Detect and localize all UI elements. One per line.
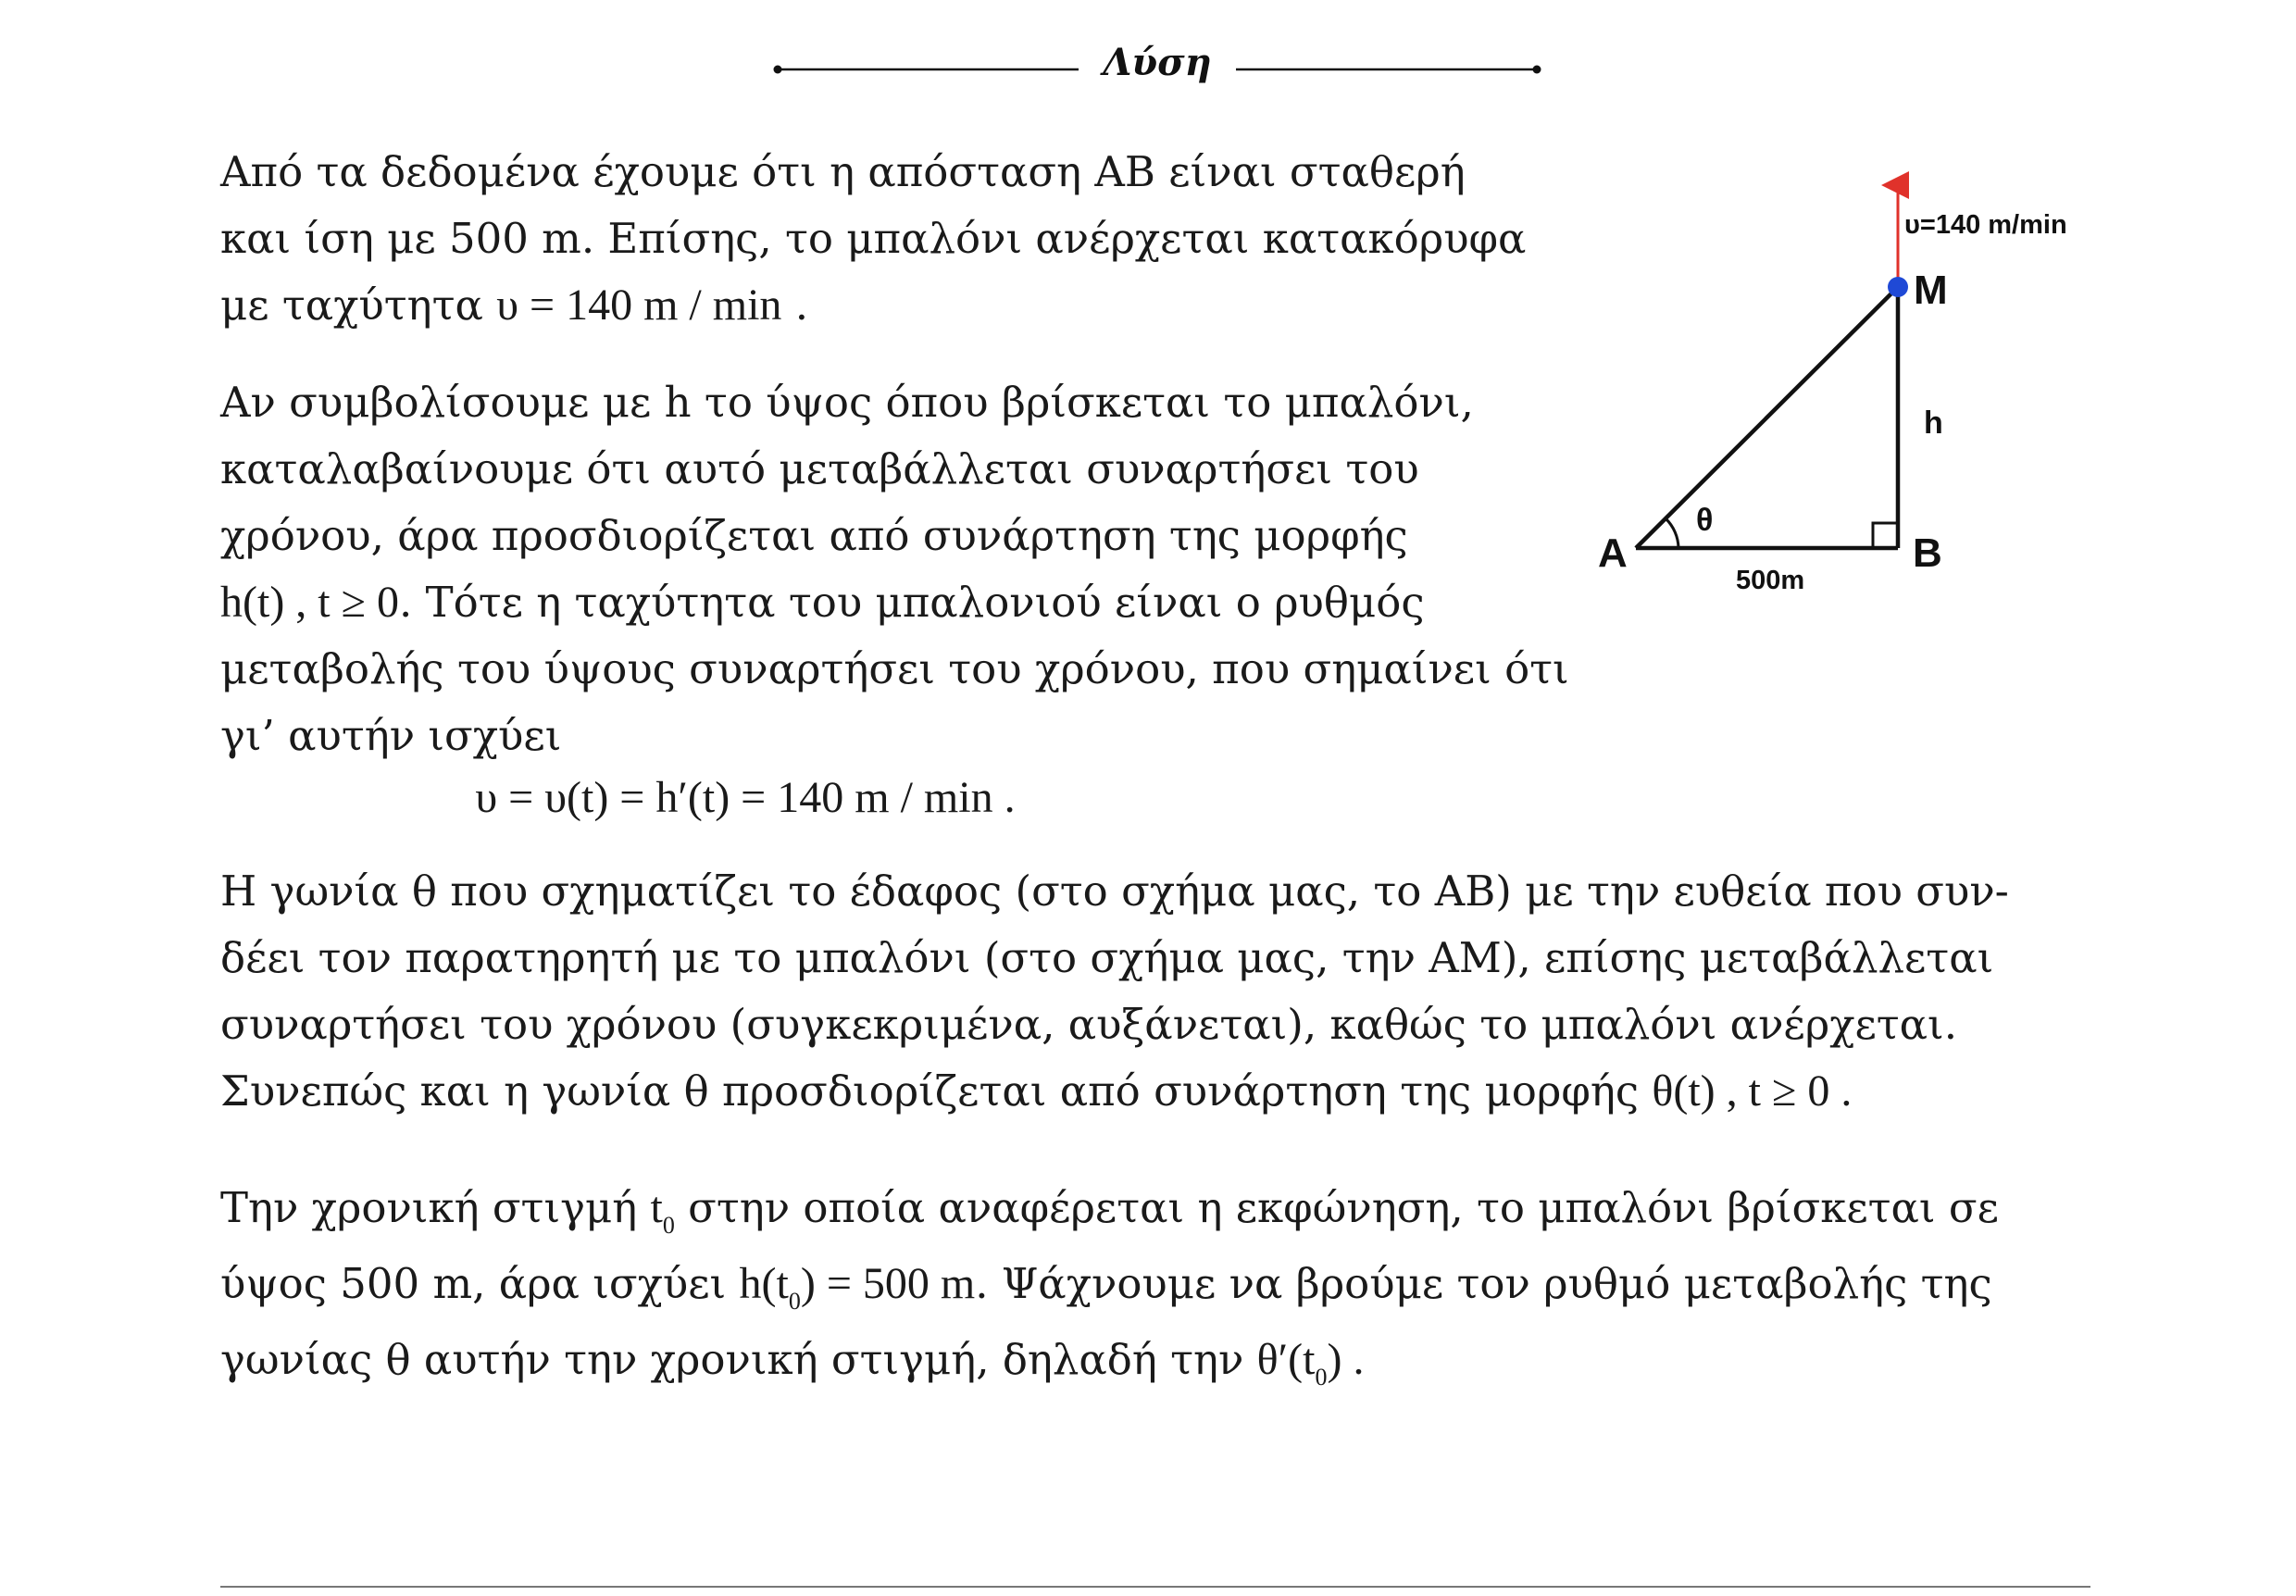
p3-line-1: Η γωνία θ που σχηματίζει το έδαφος (στο σχήμα μας, το ΑΒ) με την ευθεία που συν- (220, 867, 2009, 916)
p3-theta-function-math: θ(t) , t ≥ 0 . (1652, 1066, 1853, 1116)
paragraph-1 (220, 139, 1526, 339)
side-am (1636, 287, 1898, 548)
p1-line-2: και ίση με 500 m. Επίσης, το μπαλόνι ανέρχεται κατακόρυφα (220, 214, 1527, 263)
p3-line-4-text: Συνεπώς και η γωνία θ προσδιορίζεται από συνάρτηση της μορφής (220, 1066, 1640, 1116)
label-theta: θ (1696, 503, 1714, 538)
p2-line-1: Αν συμβολίσουμε με h το ύψος όπου βρίσκεται το μπαλόνι, (220, 378, 1474, 427)
p2-line-4-text: . Τότε η ταχύτητα του μπαλονιού είναι ο ρυθμός (398, 578, 1425, 627)
p2-line-5: μεταβολής του ύψους συναρτήσει του χρόνου, που σημαίνει ότι (220, 644, 1569, 693)
header-title: Λύση (1103, 41, 1212, 84)
p4-height-condition-math: $h(t_0) = 500$ m (739, 1259, 976, 1315)
p4-line-2-a: ύψος 500 m, άρα ισχύει (220, 1259, 727, 1308)
p1-line-1: Από τα δεδομένα έχουμε ότι η απόσταση ΑΒ είναι σταθερή (220, 147, 1466, 196)
p2-line-3: χρόνου, άρα προσδιορίζεται από συνάρτηση της μορφής (220, 511, 1408, 560)
label-b: B (1913, 530, 1942, 576)
velocity-equation: υ = υ(t) = h′(t) = 140 m / min . (475, 773, 1016, 822)
p1-line-3-end: . (794, 281, 809, 330)
p1-velocity-math: υ = 140 m / min (496, 281, 782, 330)
triangle-figure (1588, 167, 2106, 611)
p1-line-3-text: με ταχύτητα (220, 281, 483, 330)
label-a: A (1598, 530, 1628, 576)
label-m: M (1914, 268, 1948, 313)
p4-line-3-a: γωνίας θ αυτήν την χρονική στιγμή, δηλαδή την (220, 1335, 1244, 1384)
paragraph-4 (220, 1170, 1999, 1398)
label-h: h (1924, 405, 1943, 441)
p2-line-2: καταλαβαίνουμε ότι αυτό μεταβάλλεται συναρτήσει του (220, 444, 1419, 493)
balloon-point-m (1888, 277, 1908, 297)
p2-line-6: γι’ αυτήν ισχύει (220, 711, 562, 760)
p2-h-function-math: h(t) , t ≥ 0 (220, 578, 399, 627)
label-base-500m: 500m (1736, 566, 1805, 595)
p4-line-2-b: . Ψάχνουμε να βρούμε τον ρυθμό μεταβολής της (975, 1259, 1992, 1308)
p4-line-1-a: Την χρονική στιγμή (220, 1183, 638, 1232)
paragraph-3 (220, 858, 2009, 1125)
angle-theta-arc (1666, 518, 1678, 548)
p3-line-2: δέει τον παρατηρητή με το μπαλόνι (στο σχήμα μας, την ΑΜ), επίσης μεταβάλλεται (220, 933, 1994, 982)
paragraph-2 (220, 369, 1569, 769)
bottom-rule (220, 1586, 2090, 1588)
right-angle-mark (1873, 523, 1898, 548)
p4-t0-math: $t_0$ (650, 1183, 675, 1239)
solution-header (0, 37, 2296, 102)
p4-line-1-b: στην οποία αναφέρεται η εκφώνηση, το μπαλόνι βρίσκεται σε (688, 1183, 1999, 1232)
p3-line-3: συναρτήσει του χρόνου (συγκεκριμένα, αυξάνεται), καθώς το μπαλόνι ανέρχεται. (220, 1000, 1958, 1049)
p4-theta-derivative-math: $\theta'(t_0)$ . (1256, 1335, 1365, 1390)
label-velocity: υ=140 m/min (1904, 210, 2067, 240)
